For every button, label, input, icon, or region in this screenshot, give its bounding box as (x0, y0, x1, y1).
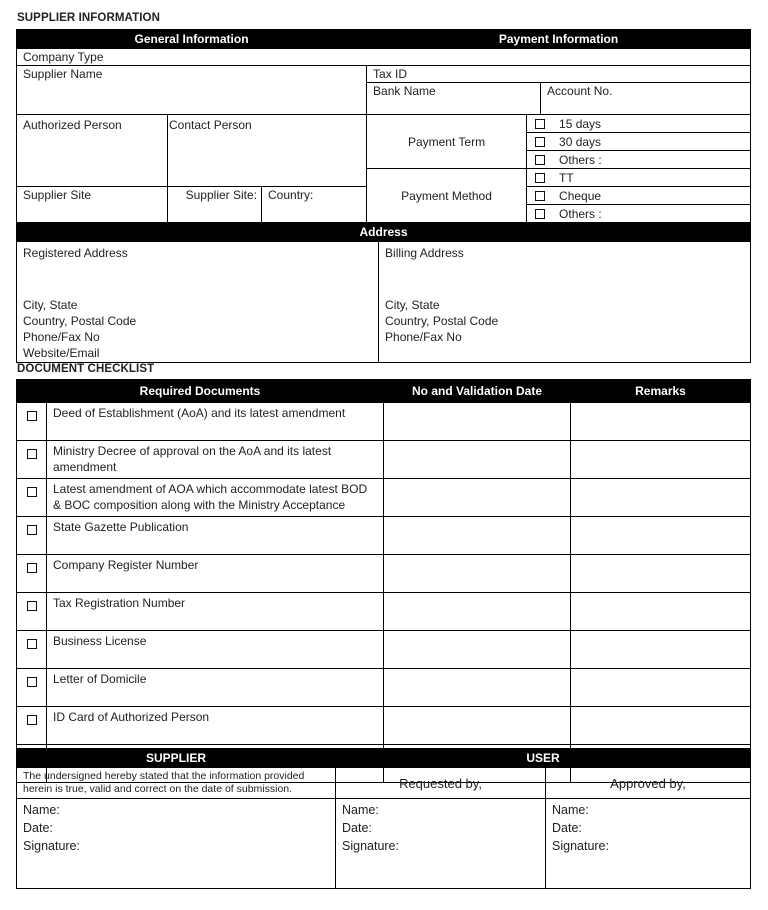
checklist-validation-date-cell[interactable] (384, 441, 571, 479)
address-header: Address (17, 223, 751, 242)
supplier-date-label: Date: (23, 821, 53, 835)
checkbox-icon[interactable] (27, 563, 37, 573)
checklist-validation-date-cell[interactable] (384, 555, 571, 593)
approved-by-label: Approved by, (546, 768, 751, 799)
checklist-remarks-cell[interactable] (571, 631, 751, 669)
payment-term-option-15[interactable]: 15 days (527, 115, 751, 133)
checklist-checkbox-cell[interactable] (17, 669, 47, 707)
checklist-row (17, 441, 751, 479)
checkbox-icon[interactable] (535, 191, 545, 201)
checkbox-icon[interactable] (535, 209, 545, 219)
checklist-document-name: Ministry Decree of approval on the AoA and its latest amendment (47, 441, 384, 479)
checkbox-icon[interactable] (27, 525, 37, 535)
checkbox-icon[interactable] (27, 677, 37, 687)
checklist-title: DOCUMENT CHECKLIST (17, 363, 155, 375)
registered-website-email: Website/Email (23, 346, 100, 360)
checklist-document-name: Business License (47, 631, 384, 669)
checklist-validation-date-cell[interactable] (384, 593, 571, 631)
supplier-statement: The undersigned hereby stated that the information provided herein is true, valid and correct on the date of submission. (17, 768, 336, 799)
checkbox-icon[interactable] (27, 449, 37, 459)
checklist-row (17, 631, 751, 669)
requester-signoff-block[interactable] (336, 799, 546, 889)
checklist-table (16, 379, 751, 783)
company-type-field[interactable]: Company Type (17, 49, 751, 66)
general-info-header: General Information (17, 30, 367, 49)
checklist-document-name: Latest amendment of AOA which accommodate latest BOD & BOC composition along with the Ministry Acceptance (47, 479, 384, 517)
checklist-remarks-cell[interactable] (571, 555, 751, 593)
supplier-info-table (16, 29, 751, 363)
checklist-row (17, 517, 751, 555)
remarks-header: Remarks (571, 380, 751, 403)
checkbox-icon[interactable] (535, 173, 545, 183)
supplier-site-field[interactable]: Supplier Site (17, 187, 168, 223)
checklist-checkbox-cell[interactable] (17, 631, 47, 669)
checkbox-icon[interactable] (535, 119, 545, 129)
registered-phone-fax: Phone/Fax No (23, 330, 100, 344)
checklist-validation-date-cell[interactable] (384, 517, 571, 555)
checklist-remarks-cell[interactable] (571, 479, 751, 517)
checklist-remarks-cell[interactable] (571, 593, 751, 631)
checkbox-icon[interactable] (27, 715, 37, 725)
checklist-validation-date-cell[interactable] (384, 403, 571, 441)
checkbox-icon[interactable] (27, 639, 37, 649)
checklist-checkbox-cell[interactable] (17, 479, 47, 517)
registered-address-label: Registered Address (23, 246, 128, 260)
billing-phone-fax: Phone/Fax No (385, 330, 462, 344)
checklist-checkbox-cell[interactable] (17, 593, 47, 631)
billing-address-field[interactable] (379, 242, 751, 363)
checklist-document-name: Letter of Domicile (47, 669, 384, 707)
checkbox-icon[interactable] (27, 487, 37, 497)
checklist-document-name: Deed of Establishment (AoA) and its latest amendment (47, 403, 384, 441)
checklist-document-name: Tax Registration Number (47, 593, 384, 631)
checklist-validation-date-cell[interactable] (384, 631, 571, 669)
bank-name-field[interactable]: Bank Name (367, 83, 541, 115)
payment-term-option-30[interactable]: 30 days (527, 133, 751, 151)
payment-term-label: Payment Term (367, 115, 527, 169)
supplier-signoff-block[interactable] (17, 799, 336, 889)
approver-name-label: Name: (552, 803, 589, 817)
checkbox-icon[interactable] (535, 155, 545, 165)
authorized-person-field[interactable]: Authorized Person (17, 115, 168, 187)
checklist-validation-date-cell[interactable] (384, 479, 571, 517)
supplier-name-label: Name: (23, 803, 60, 817)
checklist-checkbox-cell[interactable] (17, 441, 47, 479)
checklist-row (17, 593, 751, 631)
supplier-header: SUPPLIER (17, 749, 336, 768)
tax-id-field[interactable]: Tax ID (367, 66, 751, 83)
registered-country-postal: Country, Postal Code (23, 314, 137, 328)
checklist-remarks-cell[interactable] (571, 441, 751, 479)
validation-date-header: No and Validation Date (384, 380, 571, 403)
payment-method-option-cheque[interactable]: Cheque (527, 187, 751, 205)
checklist-checkbox-cell[interactable] (17, 403, 47, 441)
payment-method-label: Payment Method (367, 169, 527, 223)
approver-date-label: Date: (552, 821, 582, 835)
requester-name-label: Name: (342, 803, 379, 817)
checklist-validation-date-cell[interactable] (384, 669, 571, 707)
checklist-row (17, 555, 751, 593)
supplier-site-2-field[interactable]: Supplier Site: (168, 187, 262, 223)
requester-date-label: Date: (342, 821, 372, 835)
checklist-remarks-cell[interactable] (571, 669, 751, 707)
checkbox-icon[interactable] (27, 601, 37, 611)
registered-address-field[interactable] (17, 242, 379, 363)
checkbox-icon[interactable] (535, 137, 545, 147)
supplier-signature-label: Signature: (23, 839, 80, 853)
checklist-remarks-cell[interactable] (571, 403, 751, 441)
supplier-name-field[interactable]: Supplier Name (17, 66, 367, 115)
supplier-info-title: SUPPLIER INFORMATION (17, 12, 160, 24)
checklist-document-name: Company Register Number (47, 555, 384, 593)
requested-by-label: Requested by, (336, 768, 546, 799)
checklist-remarks-cell[interactable] (571, 707, 751, 745)
approver-signature-label: Signature: (552, 839, 609, 853)
billing-country-postal: Country, Postal Code (385, 314, 499, 328)
requester-signature-label: Signature: (342, 839, 399, 853)
checklist-row (17, 479, 751, 517)
account-no-field[interactable]: Account No. (541, 83, 751, 115)
registered-city-state: City, State (23, 298, 78, 312)
billing-address-label: Billing Address (385, 246, 464, 260)
contact-person-field[interactable]: Contact Person (168, 115, 367, 187)
checklist-row (17, 707, 751, 745)
payment-term-option-others[interactable]: Others : (527, 151, 751, 169)
checklist-document-name: ID Card of Authorized Person (47, 707, 384, 745)
approver-signoff-block[interactable] (546, 799, 751, 889)
checklist-row (17, 669, 751, 707)
country-field[interactable]: Country: (262, 187, 367, 223)
checklist-remarks-cell[interactable] (571, 517, 751, 555)
checklist-document-name: State Gazette Publication (47, 517, 384, 555)
payment-method-option-others[interactable]: Others : (527, 205, 751, 223)
checklist-checkbox-cell[interactable] (17, 555, 47, 593)
checklist-validation-date-cell[interactable] (384, 707, 571, 745)
payment-method-option-tt[interactable]: TT (527, 169, 751, 187)
checklist-checkbox-cell[interactable] (17, 517, 47, 555)
billing-city-state: City, State (385, 298, 440, 312)
signoff-table (16, 748, 751, 889)
required-documents-header: Required Documents (17, 380, 384, 403)
checkbox-icon[interactable] (27, 411, 37, 421)
payment-info-header: Payment Information (367, 30, 751, 49)
checklist-row (17, 403, 751, 441)
checklist-checkbox-cell[interactable] (17, 707, 47, 745)
user-header: USER (336, 749, 751, 768)
